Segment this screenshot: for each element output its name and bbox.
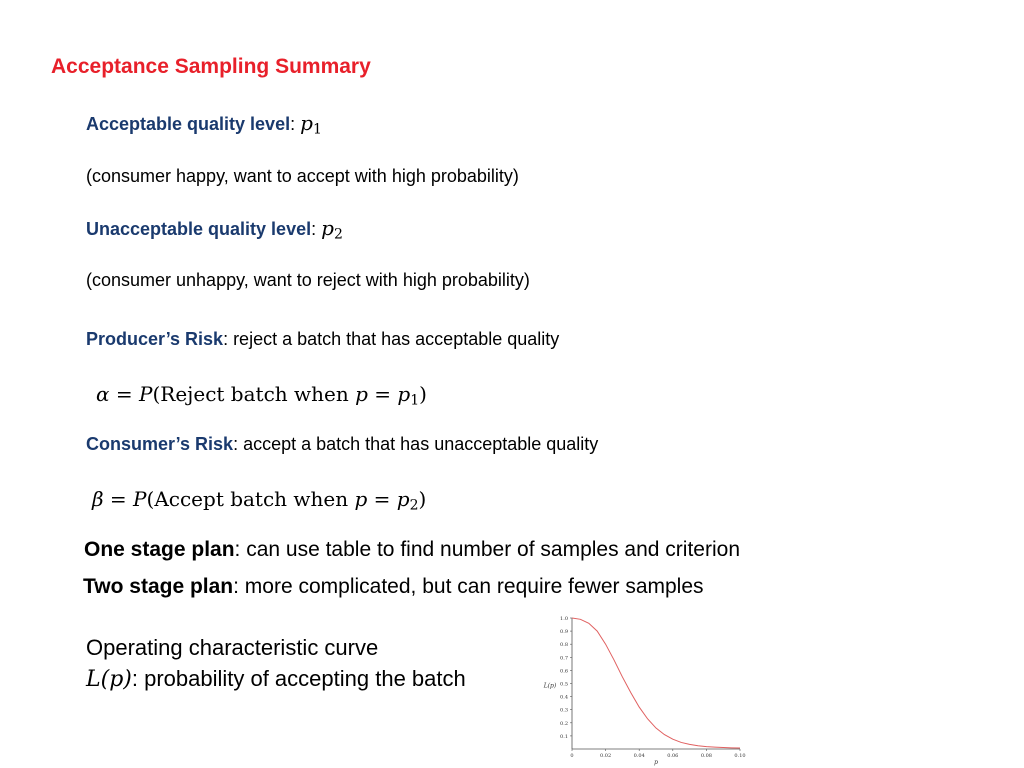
oc-curve-chart <box>536 612 756 766</box>
y-tick-label: 0.4 <box>560 694 568 701</box>
two-stage-plan <box>83 575 704 599</box>
y-tick-label: 0.6 <box>560 668 568 675</box>
y-tick-label: 0.5 <box>560 681 568 688</box>
uql-line <box>86 216 343 243</box>
oc-symbol: L(p) <box>86 667 132 692</box>
one-stage-plan <box>84 538 740 562</box>
x-tick-label: 0.06 <box>667 753 679 759</box>
uql-sep: : <box>311 219 317 239</box>
x-tick-label: 0.10 <box>734 753 746 759</box>
one-stage-label: One stage plan <box>84 538 235 561</box>
oc-curve-line2 <box>86 666 466 692</box>
x-tick-label: 0.08 <box>700 753 712 759</box>
uql-note: (consumer unhappy, want to reject with high probability) <box>86 270 530 290</box>
y-tick-label: 0.1 <box>560 733 568 740</box>
producer-risk-line <box>86 329 559 350</box>
uql-label: Unacceptable quality level <box>86 219 312 239</box>
beta-formula: β = P(Accept batch when $p = p_2$) <box>92 487 427 514</box>
aql-symbol: $p_1$ <box>300 111 322 138</box>
two-stage-text: : more complicated, but can require fewer samples <box>233 575 704 598</box>
y-tick-label: 1.0 <box>560 616 568 622</box>
alpha-formula: α = P(Reject batch when $p = p_1$) <box>96 382 427 409</box>
y-tick-label: 0.9 <box>560 629 568 636</box>
slide-title: Acceptance Sampling Summary <box>51 55 371 78</box>
two-stage-label: Two stage plan <box>83 575 234 598</box>
x-axis-label: p <box>654 759 658 766</box>
aql-line <box>86 111 322 138</box>
one-stage-text: : can use table to find number of samples and criterion <box>234 538 740 561</box>
y-axis-label: L(p) <box>543 682 557 690</box>
y-tick-label: 0.3 <box>560 707 568 714</box>
consumer-risk-label: Consumer’s Risk <box>86 434 234 454</box>
consumer-risk-line <box>86 434 598 455</box>
y-tick-label: 0.8 <box>560 642 568 649</box>
oc-text: : probability of accepting the batch <box>131 666 466 691</box>
consumer-risk-text: : accept a batch that has unacceptable quality <box>233 434 599 454</box>
aql-label: Acceptable quality level <box>86 114 291 134</box>
oc-curve-line <box>572 618 740 748</box>
x-tick-label: 0.02 <box>600 753 612 759</box>
uql-symbol: $p_2$ <box>321 216 343 243</box>
y-tick-label: 0.7 <box>560 655 568 662</box>
producer-risk-label: Producer’s Risk <box>86 329 224 349</box>
aql-sep: : <box>290 114 296 134</box>
aql-note: (consumer happy, want to accept with high probability) <box>86 166 519 186</box>
y-tick-label: 0.2 <box>560 720 568 727</box>
x-tick-label: 0.04 <box>633 753 645 759</box>
x-tick-label: 0 <box>570 753 574 759</box>
oc-curve-line1: Operating characteristic curve <box>86 635 379 660</box>
producer-risk-text: : reject a batch that has acceptable quality <box>223 329 560 349</box>
